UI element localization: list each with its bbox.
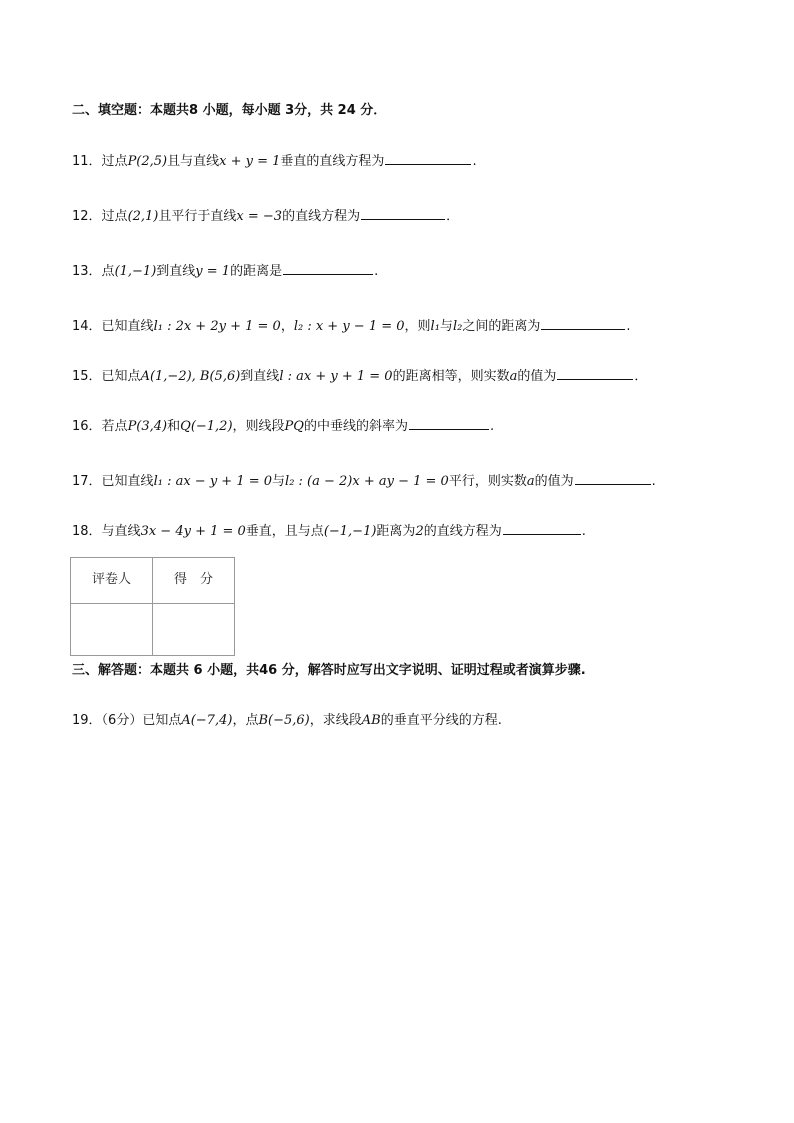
q18-text-3: 距离为 xyxy=(376,524,416,539)
q16-math-3: PQ xyxy=(284,419,304,434)
q19-text-3: ，求线段 xyxy=(309,713,362,728)
q16-number: 16． xyxy=(72,419,102,434)
q15-text-3: 的距离相等，则实数 xyxy=(392,369,510,384)
question-13 xyxy=(72,262,378,281)
q13-text-3: 的距离是 xyxy=(230,264,283,279)
q15-answer-blank[interactable] xyxy=(557,367,633,380)
q15-number: 15． xyxy=(72,369,102,384)
q19-math-2: B(−5,6) xyxy=(258,713,310,728)
q14-answer-blank[interactable] xyxy=(541,317,625,330)
q14-end: . xyxy=(626,319,631,334)
q16-math-2: Q(−1,2) xyxy=(180,419,233,434)
q13-math-2: y = 1 xyxy=(195,264,231,279)
q16-end: . xyxy=(489,419,495,434)
q16-text-3: ，则线段 xyxy=(232,419,285,434)
q15-math-1: A(1,−2), B(5,6) xyxy=(140,369,241,384)
q11-text-2: 且与直线 xyxy=(167,154,220,169)
q14-number: 14． xyxy=(72,319,102,334)
q13-number: 13． xyxy=(72,264,102,279)
score-table-score-header: 得 分 xyxy=(153,558,235,604)
score-table-score-cell[interactable] xyxy=(153,604,235,656)
q16-text-4: 的中垂线的斜率为 xyxy=(303,419,408,434)
question-12 xyxy=(72,207,459,226)
q17-text-1: 已知直线 xyxy=(101,474,154,489)
q12-text-3: 的直线方程为 xyxy=(282,209,361,224)
q12-text-2: 且平行于直线 xyxy=(158,209,237,224)
q15-math-3: a xyxy=(509,369,518,384)
q18-math-2: (−1,−1) xyxy=(323,524,377,539)
question-15 xyxy=(72,367,647,386)
question-19 xyxy=(72,712,502,730)
q17-math-1: l₁ : ax − y + 1 = 0 xyxy=(153,474,273,489)
q15-math-2: l : ax + y + 1 = 0 xyxy=(279,369,393,384)
q12-math-1: (2,1) xyxy=(127,209,159,224)
q16-text-1: 若点 xyxy=(101,419,128,434)
q18-text-2: 垂直，且与点 xyxy=(245,524,324,539)
score-table-grader-cell[interactable] xyxy=(71,604,153,656)
q12-text-1: 过点 xyxy=(101,209,128,224)
question-16 xyxy=(72,417,494,436)
q17-answer-blank[interactable] xyxy=(575,472,651,485)
q14-math-2: l₂ : x + y − 1 = 0 xyxy=(293,319,405,334)
q17-text-2: 与 xyxy=(272,474,286,489)
question-14 xyxy=(72,317,630,336)
q18-end: . xyxy=(581,524,586,539)
q14-text-3: ，则 xyxy=(404,319,431,334)
q13-math-1: (1,−1) xyxy=(114,264,157,279)
q19-text-4: 的垂直平分线的方程. xyxy=(380,713,502,728)
q13-answer-blank[interactable] xyxy=(283,262,373,275)
score-table xyxy=(70,557,235,656)
q11-text-1: 过点 xyxy=(101,154,128,169)
q17-math-2: l₂ : (a − 2)x + ay − 1 = 0 xyxy=(285,474,449,489)
q18-math-3: 2 xyxy=(415,524,424,539)
q17-number: 17． xyxy=(72,474,102,489)
score-table-grader-header: 评卷人 xyxy=(71,558,153,604)
q19-text-1: （6分）已知点 xyxy=(101,713,182,728)
q11-math-2: x + y = 1 xyxy=(219,154,281,169)
q19-number: 19． xyxy=(72,713,102,728)
q18-text-4: 的直线方程为 xyxy=(423,524,502,539)
q14-text-4: 与 xyxy=(439,319,453,334)
q17-text-3: 平行，则实数 xyxy=(448,474,527,489)
q14-math-1: l₁ : 2x + 2y + 1 = 0 xyxy=(153,319,281,334)
q16-text-2: 和 xyxy=(167,419,181,434)
q12-number: 12． xyxy=(72,209,102,224)
q12-answer-blank[interactable] xyxy=(361,207,445,220)
section-3-title: 三、解答题：本题共 6 小题，共46 分，解答时应写出文字说明、证明过程或者演算步骤. xyxy=(72,663,586,678)
q13-end: . xyxy=(374,264,379,279)
q15-text-1: 已知点 xyxy=(101,369,141,384)
q18-number: 18． xyxy=(72,524,102,539)
q17-text-4: 的值为 xyxy=(534,474,574,489)
q19-math-3: AB xyxy=(361,713,381,728)
q14-text-1: 已知直线 xyxy=(101,319,154,334)
question-11 xyxy=(72,152,477,171)
q11-number: 11． xyxy=(72,154,102,169)
q14-math-4: l₂ xyxy=(452,319,463,334)
q18-math-1: 3x − 4y + 1 = 0 xyxy=(140,524,246,539)
question-18 xyxy=(72,522,586,541)
q14-text-5: 之间的距离为 xyxy=(462,319,541,334)
q15-end: ． xyxy=(634,369,648,384)
q11-math-1: P(2,5) xyxy=(127,154,168,169)
q15-text-2: 到直线 xyxy=(240,369,280,384)
q11-answer-blank[interactable] xyxy=(385,152,471,165)
q16-math-1: P(3,4) xyxy=(127,419,168,434)
q16-answer-blank[interactable] xyxy=(409,417,489,430)
q15-text-4: 的值为 xyxy=(517,369,557,384)
q13-text-2: 到直线 xyxy=(156,264,196,279)
q11-end: . xyxy=(472,154,477,169)
q13-text-1: 点 xyxy=(101,264,115,279)
q14-text-2: ， xyxy=(280,319,294,334)
q17-math-3: a xyxy=(526,474,535,489)
q19-math-1: A(−7,4) xyxy=(181,713,233,728)
q12-math-2: x = −3 xyxy=(236,209,283,224)
section-2-title: 二、填空题：本题共8 小题，每小题 3分，共 24 分． xyxy=(72,103,387,118)
q17-end: . xyxy=(651,474,656,489)
q12-end: ． xyxy=(446,209,460,224)
q14-math-3: l₁ xyxy=(430,319,440,334)
question-17 xyxy=(72,472,656,491)
q18-answer-blank[interactable] xyxy=(503,522,581,535)
q11-text-3: 垂直的直线方程为 xyxy=(280,154,385,169)
q18-text-1: 与直线 xyxy=(101,524,141,539)
q19-text-2: ，点 xyxy=(232,713,259,728)
